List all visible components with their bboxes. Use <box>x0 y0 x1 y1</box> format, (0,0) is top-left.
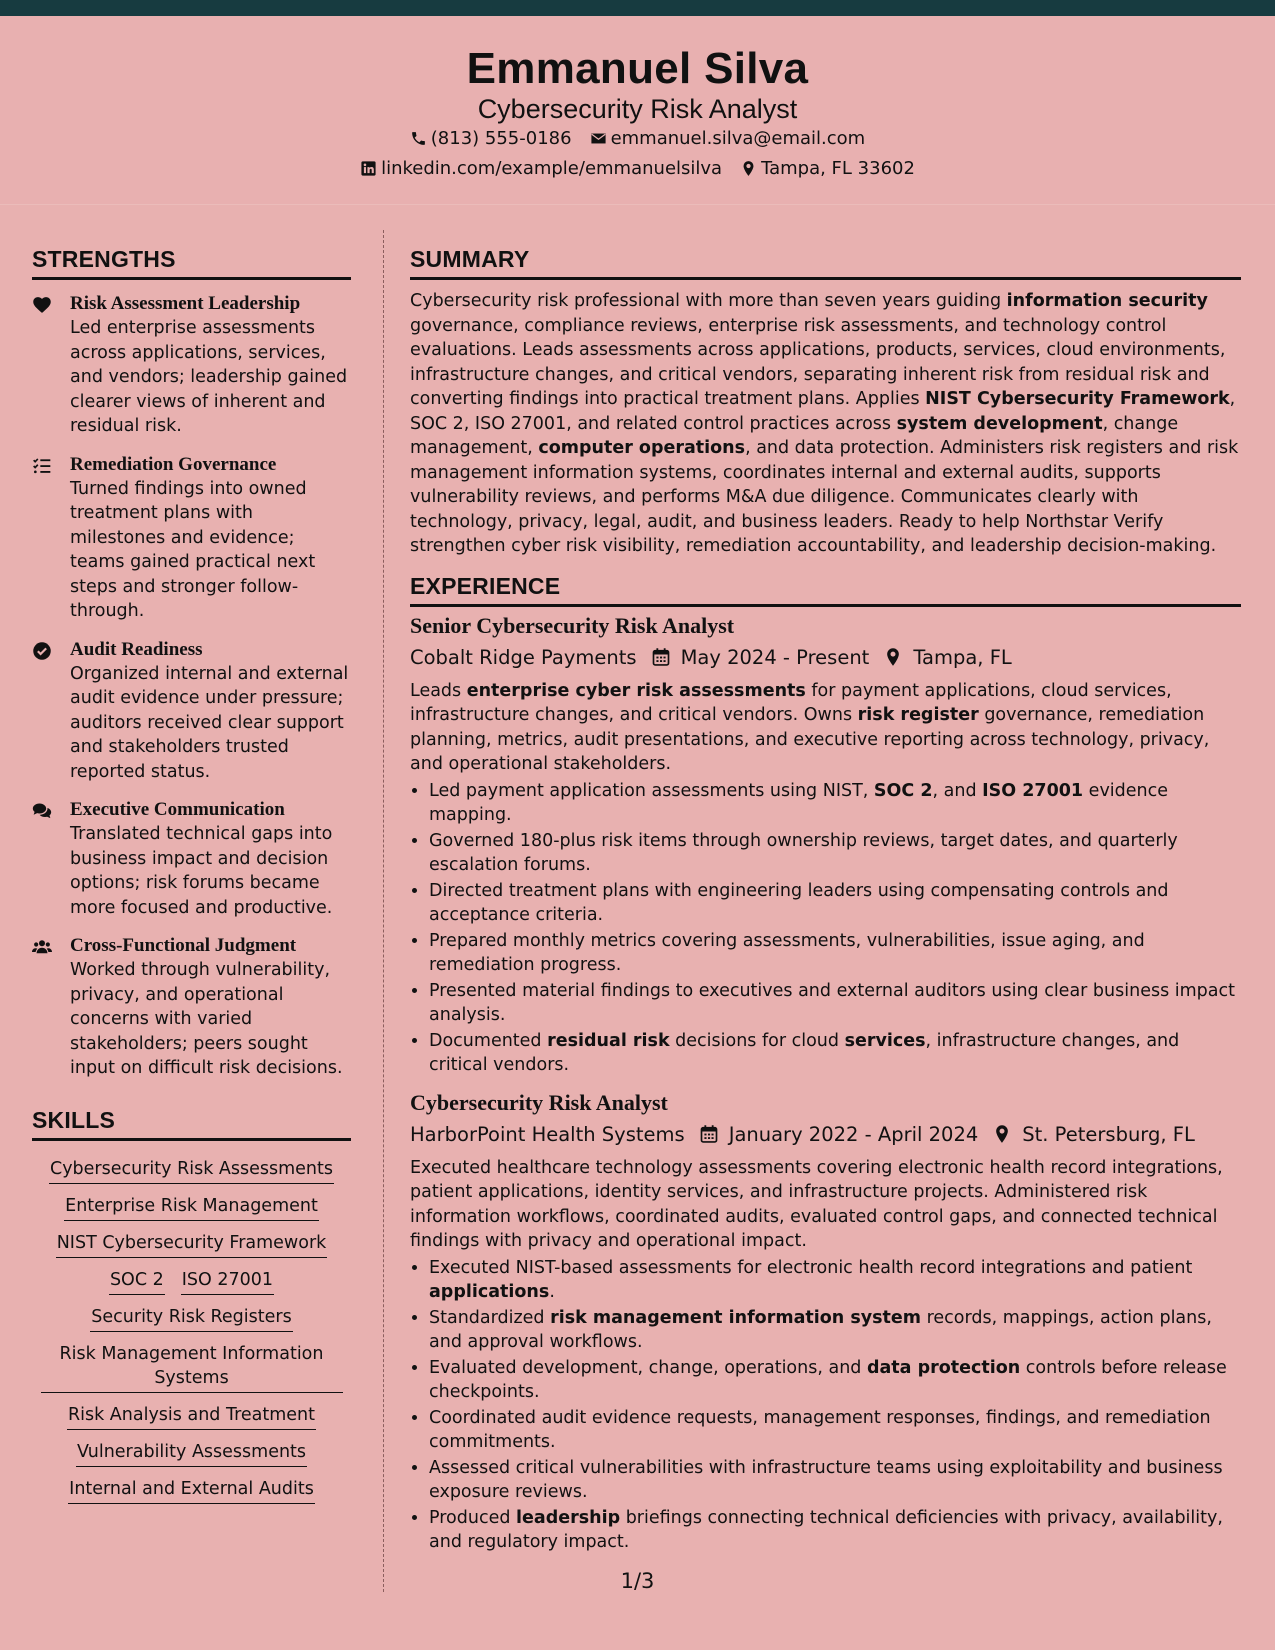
map-pin-icon <box>740 160 757 177</box>
emphasis-text: information security <box>1006 291 1208 311</box>
resume-header <box>0 16 1275 205</box>
top-accent-bar <box>0 0 1275 16</box>
strength-desc: Organized internal and external audit evidence under pressure; auditors received clear support and stakeholders trusted reported status. <box>70 663 349 782</box>
strength-item <box>32 934 351 1081</box>
summary-heading: SUMMARY <box>410 246 1241 280</box>
skill-tag: Risk Management Information Systems <box>41 1342 343 1393</box>
strength-desc: Led enterprise assessments across applications, services, and vendors; leadership gained clearer views of inherent and residual risk. <box>70 318 348 436</box>
summary-text: Cybersecurity risk professional with more than seven years guiding information security governance, compliance reviews, enterprise risk assessments, and technology control evaluations. Leads assessments across applications, products, services, cloud environments, infrastructure changes, and critical vendors, separating inherent risk from residual risk and converting findings into practical treatment plans. Applies NIST Cybersecurity Framework, SOC 2, ISO 27001, and related control practices across system development, change management, computer operations, and data protection. Administers risk registers and risk management information systems, coordinates internal and external audits, supports vulnerability reviews, and performs M&A due diligence. Communicates clearly with technology, privacy, legal, audit, and business leaders. Ready to help Northstar Verify strengthen cyber risk visibility, remediation accountability, and leadership decision-making. <box>410 291 1239 556</box>
skills-list <box>32 1147 351 1504</box>
job-bullet: • Documented residual risk decisions for cloud services, infrastructure changes, and critical vendors. <box>429 1029 1241 1078</box>
candidate-name: Emmanuel Silva <box>466 44 809 93</box>
location-text: Tampa, FL 33602 <box>761 158 915 179</box>
linkedin-contact[interactable] <box>360 158 722 179</box>
skill-tag: Enterprise Risk Management <box>64 1194 319 1221</box>
job-bullet: • Prepared monthly metrics covering assessments, vulnerabilities, issue aging, and remediation progress. <box>429 929 1241 978</box>
job-bullets <box>410 779 1241 1078</box>
calendar-icon <box>699 1124 719 1144</box>
job-bullet: • Assessed critical vulnerabilities with infrastructure teams using exploitability and business exposure reviews. <box>429 1456 1241 1505</box>
candidate-title: Cybersecurity Risk Analyst <box>477 94 798 124</box>
emphasis-text: risk register <box>857 705 979 725</box>
emphasis-text: applications <box>429 1282 550 1302</box>
experience-heading: EXPERIENCE <box>410 573 1241 607</box>
contact-row-2 <box>0 158 1275 179</box>
skill-tag: Cybersecurity Risk Assessments <box>49 1157 334 1184</box>
strength-desc: Turned findings into owned treatment plans with milestones and evidence; teams gained practical next steps and stronger follow-through. <box>70 478 316 621</box>
left-column <box>32 246 351 1504</box>
job-bullet: • Directed treatment plans with engineering leaders using compensating controls and acceptance criteria. <box>429 879 1241 928</box>
linkedin-text: linkedin.com/example/emmanuelsilva <box>381 158 723 179</box>
job-meta <box>410 646 1241 669</box>
job-bullets <box>410 1256 1241 1555</box>
phone-icon <box>410 130 427 147</box>
email-text: emmanuel.silva@email.com <box>610 128 866 149</box>
job-dates: January 2022 - April 2024 <box>728 1122 979 1146</box>
emphasis-text: system development <box>896 413 1103 434</box>
company-name: Cobalt Ridge Payments <box>410 645 637 669</box>
job-bullet: • Led payment application assessments using NIST, SOC 2, and ISO 27001 evidence mapping. <box>429 779 1241 828</box>
column-divider <box>383 230 384 1592</box>
strength-title: Remediation Governance <box>70 453 277 475</box>
phone-contact <box>410 128 572 149</box>
job-entry <box>410 1090 1241 1555</box>
emphasis-text: SOC 2 <box>873 780 933 801</box>
strength-title: Executive Communication <box>70 799 285 820</box>
job-bullet: • Standardized risk management information system records, mappings, action plans, and approval workflows. <box>429 1306 1241 1355</box>
emphasis-text: NIST Cybersecurity Framework <box>925 389 1230 409</box>
map-pin-icon <box>992 1124 1012 1144</box>
calendar-icon <box>651 647 671 667</box>
check-circle-icon <box>32 641 52 661</box>
right-column <box>410 246 1241 1555</box>
contact-row-1 <box>0 128 1275 149</box>
phone-text: (813) 555-0186 <box>430 128 572 149</box>
job-description: Leads enterprise cyber risk assessments for payment applications, cloud services, infrastructure changes, and critical vendors. Owns risk register governance, remediation planning, metrics, audit presentations, and executive reporting across technology, privacy, and operational stakeholders. <box>410 680 1210 774</box>
heart-icon <box>32 295 52 315</box>
strengths-heading: STRENGTHS <box>32 246 351 280</box>
checklist-icon <box>32 456 52 476</box>
skill-tag: Risk Analysis and Treatment <box>67 1403 316 1430</box>
emphasis-text: computer operations <box>538 438 746 458</box>
job-location: Tampa, FL <box>913 645 1012 669</box>
job-entry <box>410 613 1241 1078</box>
emphasis-text: services <box>844 1030 926 1051</box>
page-indicator: 1/3 <box>620 1569 655 1593</box>
location-contact <box>740 158 915 179</box>
skill-tag: ISO 27001 <box>181 1268 274 1295</box>
emphasis-text: leadership <box>516 1507 621 1528</box>
strength-item <box>32 638 351 785</box>
skill-tag: Security Risk Registers <box>90 1305 292 1332</box>
map-pin-icon <box>883 647 903 667</box>
skill-tag: NIST Cybersecurity Framework <box>56 1231 328 1258</box>
job-bullet: • Coordinated audit evidence requests, management responses, findings, and remediation commitments. <box>429 1406 1241 1455</box>
emphasis-text: ISO 27001 <box>982 780 1084 801</box>
job-dates: May 2024 - Present <box>680 645 870 669</box>
job-bullet: • Produced leadership briefings connecting technical deficiencies with privacy, availability, and regulatory impact. <box>429 1506 1241 1555</box>
skill-tag: Internal and External Audits <box>68 1477 315 1504</box>
skills-heading: SKILLS <box>32 1107 351 1141</box>
emphasis-text: data protection <box>866 1357 1021 1378</box>
strength-desc: Translated technical gaps into business impact and decision options; risk forums became more focused and productive. <box>70 824 333 918</box>
skill-tag: Vulnerability Assessments <box>76 1440 307 1467</box>
job-bullet: • Presented material findings to executives and external auditors using clear business impact analysis. <box>429 979 1241 1028</box>
strength-title: Cross-Functional Judgment <box>70 935 297 956</box>
envelope-icon <box>590 130 607 147</box>
skill-tag: SOC 2 <box>109 1268 165 1295</box>
emphasis-text: risk management information system <box>550 1307 922 1328</box>
users-icon <box>32 937 52 957</box>
emphasis-text: residual risk <box>547 1030 670 1051</box>
job-bullet: • Executed NIST-based assessments for electronic health record integrations and patient applications. <box>429 1256 1241 1305</box>
job-title: Cybersecurity Risk Analyst <box>410 1089 668 1115</box>
comments-icon <box>32 801 52 821</box>
job-meta <box>410 1123 1241 1146</box>
job-bullet: • Governed 180-plus risk items through ownership reviews, target dates, and quarterly escalation forums. <box>429 829 1241 878</box>
job-location: St. Petersburg, FL <box>1022 1122 1195 1146</box>
job-title: Senior Cybersecurity Risk Analyst <box>410 612 735 638</box>
strength-title: Risk Assessment Leadership <box>70 293 301 314</box>
strength-title: Audit Readiness <box>70 638 203 660</box>
linkedin-icon <box>360 160 377 177</box>
strength-item <box>32 292 351 439</box>
emphasis-text: enterprise cyber risk assessments <box>466 680 806 701</box>
strength-item <box>32 798 351 920</box>
strength-desc: Worked through vulnerability, privacy, and operational concerns with varied stakeholders; peers sought input on difficult risk decisions. <box>70 960 343 1078</box>
strengths-list <box>32 292 351 1081</box>
job-bullet: • Evaluated development, change, operations, and data protection controls before release checkpoints. <box>429 1356 1241 1405</box>
company-name: HarborPoint Health Systems <box>410 1122 685 1146</box>
strength-item <box>32 453 351 624</box>
job-description: Executed healthcare technology assessments covering electronic health record integrations, patient applications, identity services, and infrastructure projects. Administered risk information workflows, coordinated audits, evaluated control gaps, and connected technical findings with privacy and operational impact. <box>410 1157 1223 1251</box>
email-contact[interactable] <box>590 128 866 149</box>
